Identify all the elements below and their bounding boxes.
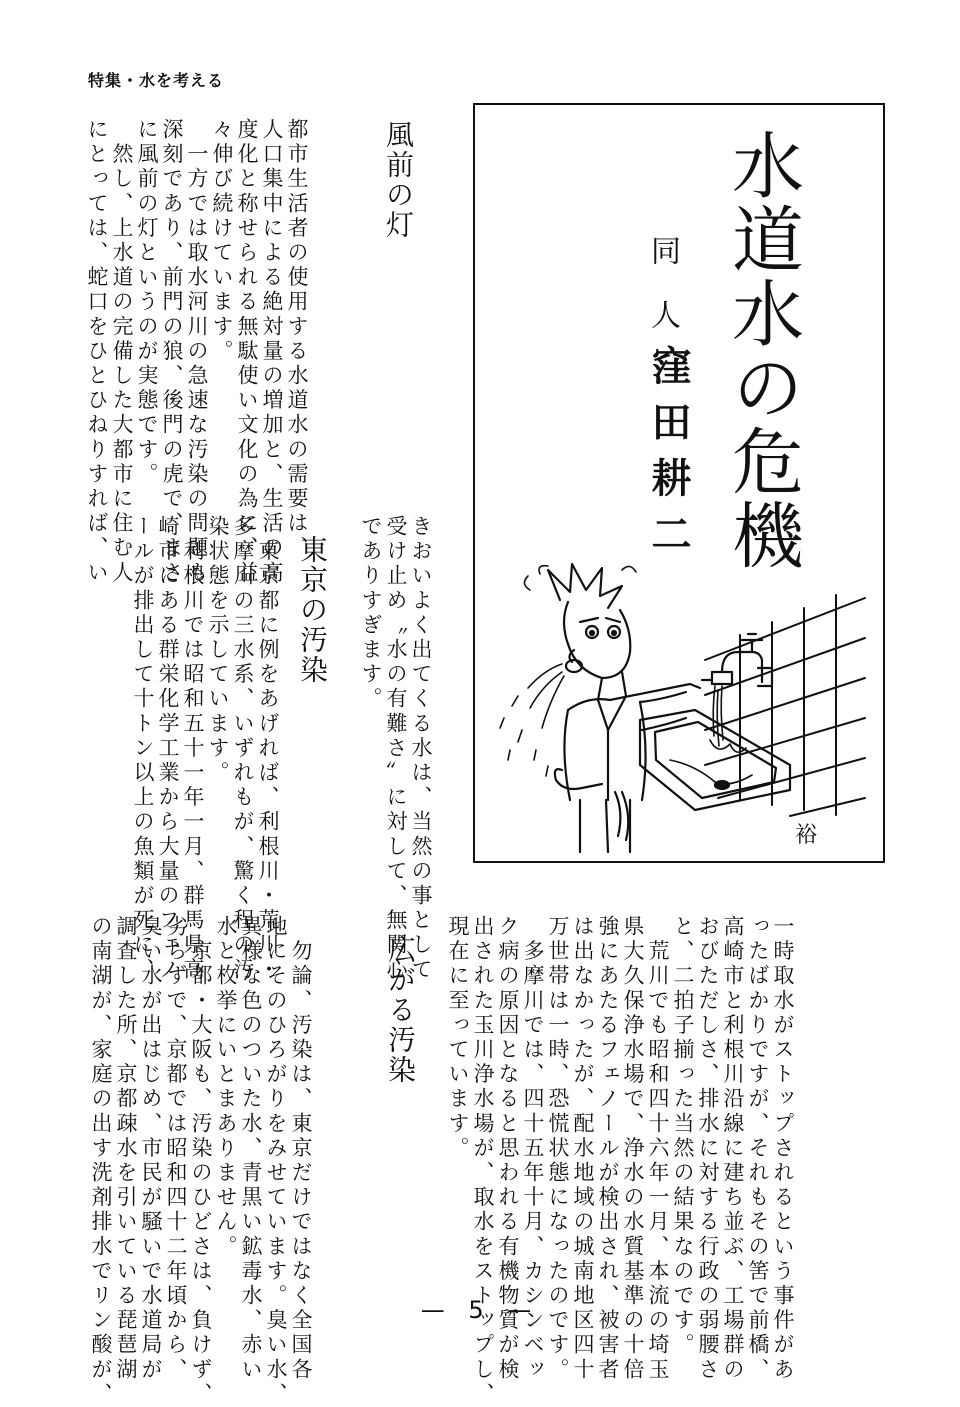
water-spray	[500, 664, 564, 776]
section-body-3: 勿論、汚染は、東京だけではなく全国各 地にそのひろがりをみせています。臭い水、 異様な色のついた水、青黒い鉱毒水、赤い 水と枚挙にいとまありません。 京都・大阪も、汚染のひどさは、負けず、 劣らずで、京都では昭和四十二年頃から、 臭い水が出はじめ、市民が騒いで水道局が 調査した所、京都疎水を引いている琵琶湖 の南湖が、家庭の出す洗剤排水でリン酸が、	[89, 915, 313, 1407]
page-number: — 5 —	[420, 1296, 540, 1324]
section-heading-1: 風前の灯	[382, 120, 415, 240]
article-title: 水道水の危機	[720, 128, 804, 572]
section-body-1-continued: きおいよく出てくる水は、当然の事として 受け止め〝水の有難さ〟に対して、無関心 でありすぎます。	[359, 515, 433, 983]
section-body-1: 都市生活者の使用する水道水の需要は、 人口集中による絶対量の増加と、生活の高 度化と称せられる無駄使い文化の為に、益 々伸び続けています。 一方では取水河川の急速な汚染の問題も 深刻であり、前門の狼、後門の虎で、まさ に風前の灯というのが実態です。 然し、上水道の完備した大都市に住む人 にとっては、蛇口をひとひねりすれば、い	[85, 118, 309, 586]
man-figure	[524, 564, 700, 852]
illustrator-signature: 裕	[795, 823, 818, 848]
cartoon-illustration	[490, 560, 870, 859]
section-heading-2: 東京の汚染	[296, 535, 329, 685]
faucet	[702, 634, 772, 686]
author-name: 窪田耕二	[645, 345, 691, 569]
running-header: 特集・水を考える	[88, 71, 225, 90]
section-body-2-continued: 一時取水がストップされるという事件があ ったばかりですが、それもその筈で前橋、 高崎市と利根川沿線に建ち並ぶ、工場群の おびただしさ、排水に対する行政の弱腰さ と、二拍子揃った当然の結果なのです。 荒川でも昭和四十六年一月、本流の埼玉 県大久保浄水場で、浄水の水質基準の十倍 強にあたるフェノールが検出され、被害者 は出なかったが、配水地域の城南地区四十 万世帯は一時、恐慌状態になったのです。 多摩川では、四十五年十月、カシンベッ ク病の原因となると思われる有機物質が検 出された玉川浄水場が、取水をストップし、 現在に至っています。	[446, 915, 795, 1407]
section-heading-3: 広がる汚染	[384, 935, 417, 1085]
author-role: 同人	[645, 235, 680, 363]
section-body-2: 東京都に例をあげれば、利根川・荒川・ 多摩川の三水系、いずれもが、驚く程の汚 染状態を示しています。 利根川では昭和五十一年一月、群馬県高 崎市にある群栄化学工業から大量のフェノ ールが排出して十トン以上の魚類が死に、	[131, 515, 280, 983]
